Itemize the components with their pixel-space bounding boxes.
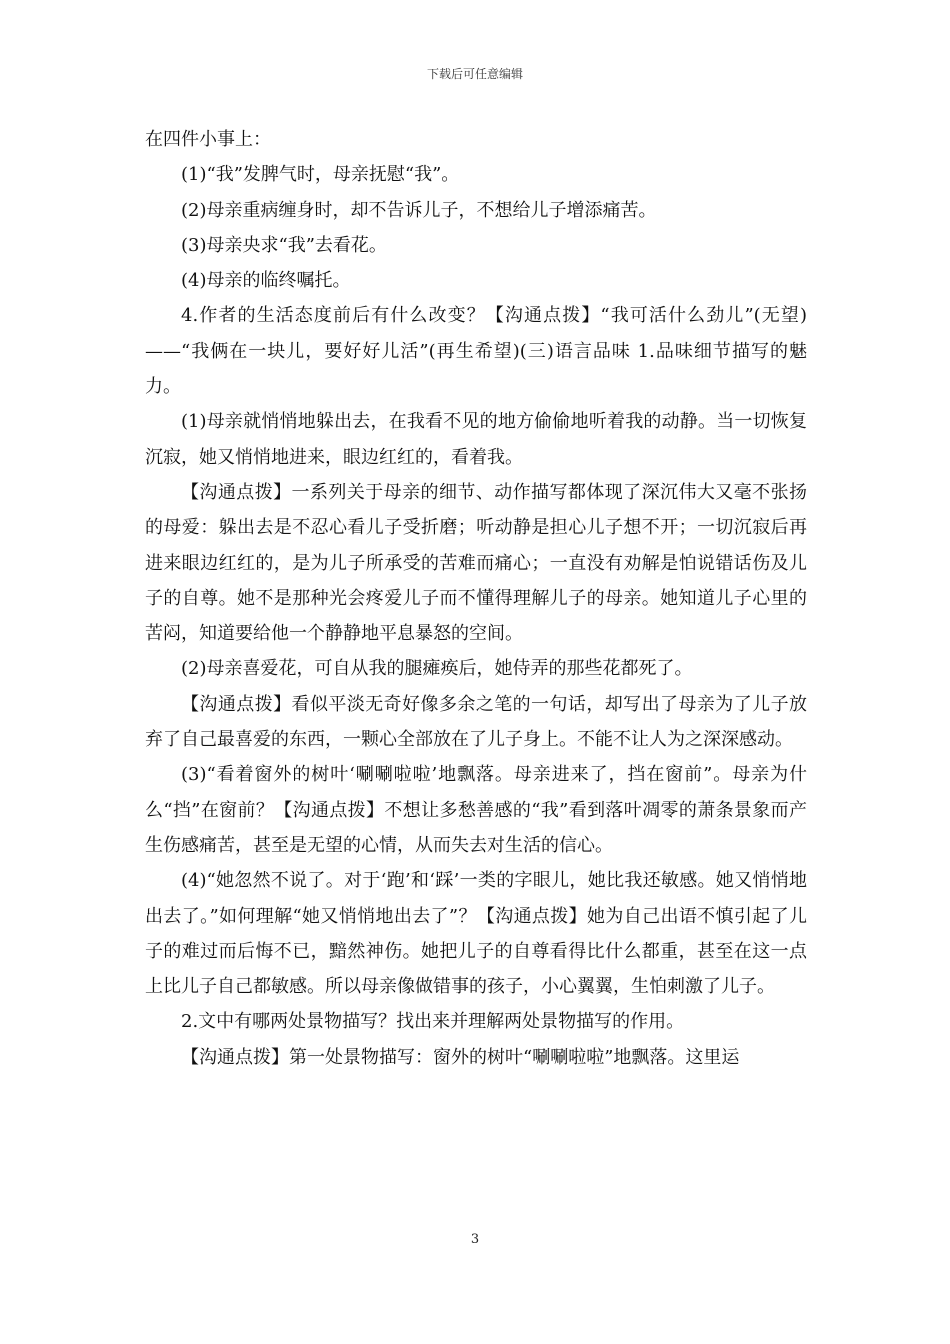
paragraph-5: 4.作者的生活态度前后有什么改变？【沟通点拨】“我可活什么劲儿”(无望)——“我俩在一块儿，要好好儿活”(再生希望)(三)语言品味 1.品味细节描写的魅力。 [145, 305, 807, 398]
paragraph-12: 2.文中有哪两处景物描写？找出来并理解两处景物描写的作用。 [181, 1011, 685, 1033]
paragraph-13: 【沟通点拨】第一处景物描写：窗外的树叶“唰唰啦啦”地飘落。这里运 [181, 1046, 740, 1068]
paragraph-9: 【沟通点拨】看似平淡无奇好像多余之笔的一句话，却写出了母亲为了儿子放弃了自己最喜爱的东西，一颗心全部放在了儿子身上。不能不让人为之深深感动。 [145, 693, 807, 751]
document-body [145, 122, 807, 1075]
paragraph-11: (4)“她忽然不说了。对于‘跑’和‘踩’一类的字眼儿，她比我还敏感。她又悄悄地出去了。”如何理解“她又悄悄地出去了”？【沟通点拨】她为自己出语不慎引起了儿子的难过而后悔不已，黯然神伤。她把儿子的自尊看得比什么都重，甚至在这一点上比儿子自己都敏感。所以母亲像做错事的孩子，小心翼翼，生怕刺激了儿子。 [145, 870, 807, 998]
paragraph-4: (4)母亲的临终嘱托。 [181, 270, 351, 292]
paragraph-0: 在四件小事上： [145, 129, 271, 150]
paragraph-2: (2)母亲重病缠身时，却不告诉儿子，不想给儿子增添痛苦。 [181, 199, 657, 221]
paragraph-8: (2)母亲喜爱花，可自从我的腿瘫痪后，她侍弄的那些花都死了。 [181, 658, 693, 680]
paragraph-6: (1)母亲就悄悄地躲出去，在我看不见的地方偷偷地听着我的动静。当一切恢复沉寂，她又悄悄地进来，眼边红红的，看着我。 [145, 411, 807, 468]
paragraph-3: (3)母亲央求“我”去看花。 [181, 234, 387, 256]
paragraph-1: (1)“我”发脾气时，母亲抚慰“我”。 [181, 164, 460, 186]
page-number: 3 [470, 1232, 480, 1247]
paragraph-7: 【沟通点拨】一系列关于母亲的细节、动作描写都体现了深沉伟大又毫不张扬的母爱：躲出去是不忍心看儿子受折磨；听动静是担心儿子想不开；一切沉寂后再进来眼边红红的，是为儿子所承受的苦难而痛心；一直没有劝解是怕说错话伤及儿子的自尊。她不是那种光会疼爱儿子而不懂得理解儿子的母亲。她知道儿子心里的苦闷，知道要给他一个静静地平息暴怒的空间。 [145, 481, 807, 645]
page-header: 下载后可任意编辑 [426, 67, 523, 81]
paragraph-10: (3)“看着窗外的树叶‘唰唰啦啦’地飘落。母亲进来了，挡在窗前”。母亲为什么“挡”在窗前？【沟通点拨】不想让多愁善感的“我”看到落叶凋零的萧条景象而产生伤感痛苦，甚至是无望的心情，从而失去对生活的信心。 [145, 764, 807, 856]
